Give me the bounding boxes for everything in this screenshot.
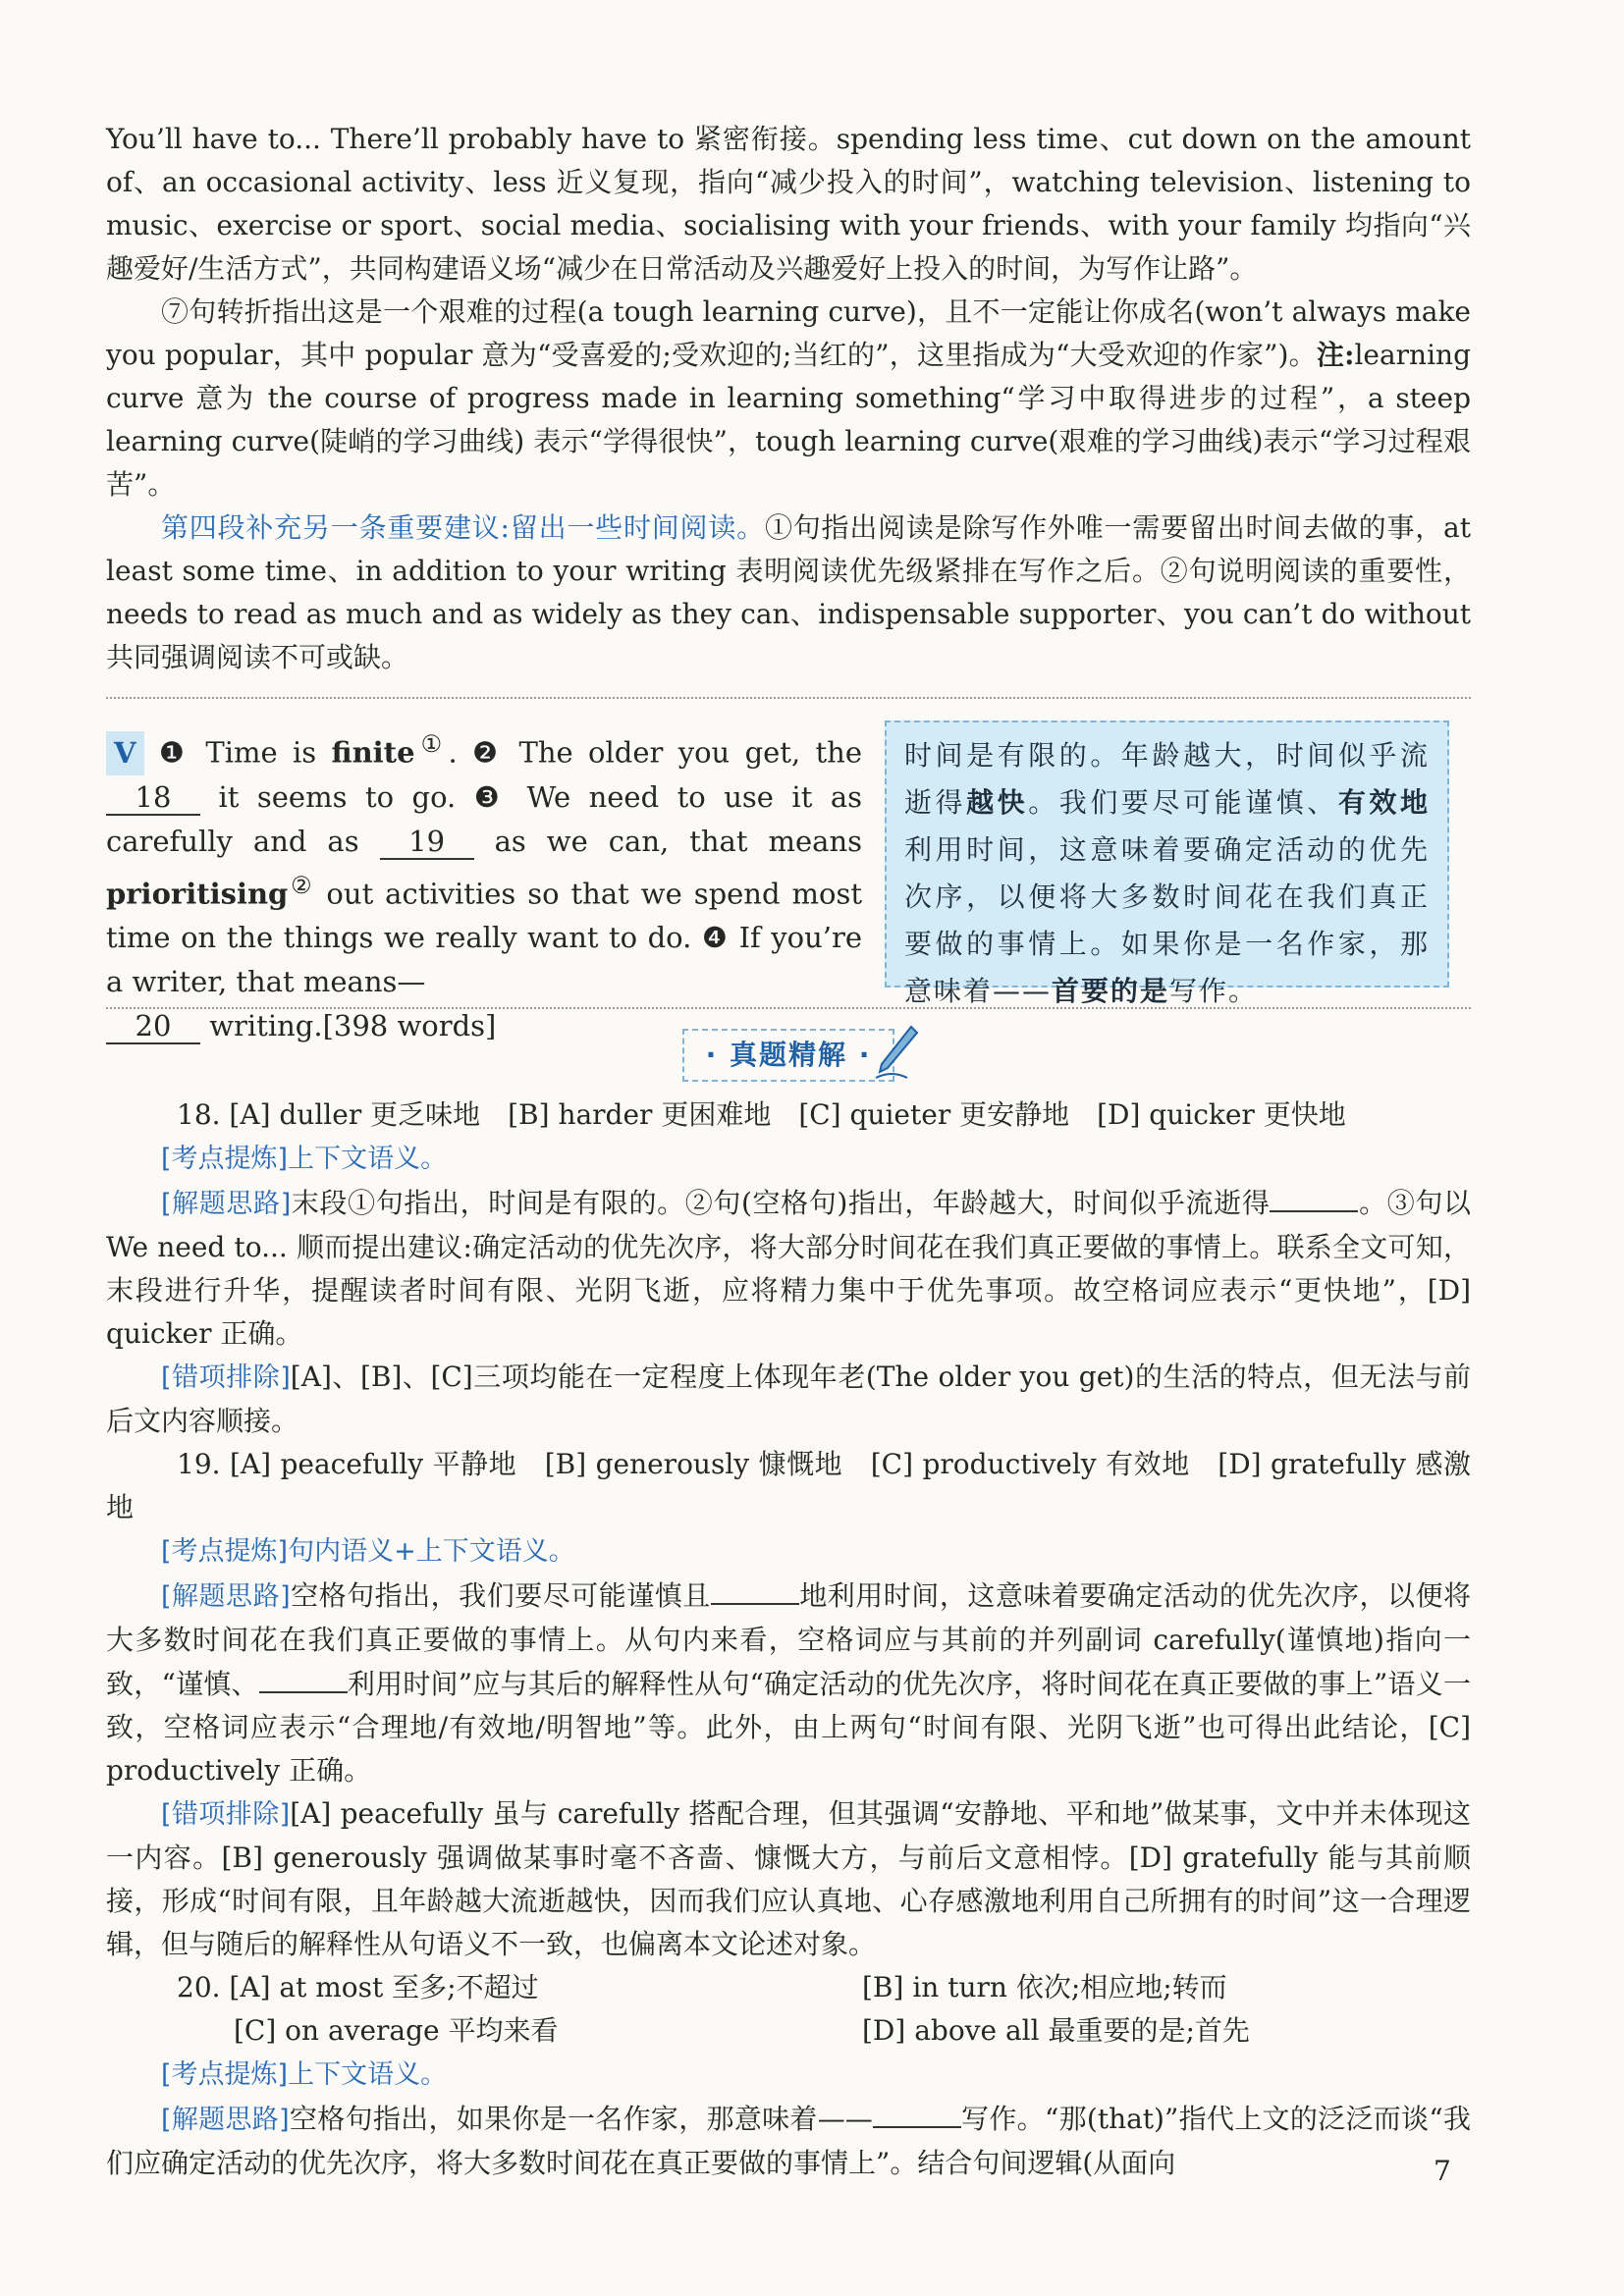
q18-key-text: 上下文语义。: [288, 1144, 448, 1174]
sentence-4a: ❹ If you’re a writer, that means—: [106, 921, 863, 999]
q20-options-row-2: [106, 2009, 1471, 2053]
q20-option-d: [D] above all 最重要的是;首先: [862, 2014, 1250, 2047]
q20-options-row-1: [106, 1966, 1471, 2009]
paragraph-3: [106, 507, 1471, 679]
q18-elimination: [106, 1356, 1471, 1443]
note-text: learning curve 意为 the course of progress made in learning something“学习中取得进步的过程”，a steep learning curve(陡峭的学习曲线) 表示“学得很快”，tough learning curve(艰难的学习曲线)表示“学习过程艰苦”。: [106, 339, 1471, 501]
passage-text: V ❶ Time is finite①. ❷ The older you get, the 18 it seems to go. ❸ We need to use it as carefully and as 19 as we can, that means prioritising② out activities so that we spend most time on the things we really want to do. ❹ If you’re a writer, that means— 20 writing.[398 words]: [106, 730, 863, 1043]
q19-stem: 19. [A] peacefully 平静地 [B] generously 慷慨地 [C] productively 有效地 [D] gratefully 感激地: [106, 1448, 1471, 1523]
sentence-2a: ❷ The older you get, the: [472, 735, 863, 770]
q19-elimination: [106, 1792, 1471, 1966]
q20-option-c: [C] on average 平均来看: [234, 2014, 559, 2047]
q20-solution-text-1: 空格句指出，如果你是一名作家，那意味着——: [289, 2103, 873, 2135]
paragraph-2: [106, 291, 1471, 507]
q19-solution-tag: [解题思路]: [161, 1581, 291, 1612]
translation-bold-1: 越快: [966, 786, 1029, 819]
footnote-1: ①: [414, 730, 449, 758]
translation-part-3: 利用时间，这意味着要确定活动的优先次序，以便将大多数时间花在我们真正要做的事情上。如果你是一名作家，那意味着——: [904, 833, 1430, 1007]
blank-20[interactable]: 20: [106, 1009, 200, 1044]
q19-solution-text-2: 地利用时间，这意味着要确定活动的优先次序，以便将大多数时间花在我们真正要做的事情上。从句内来看，空格词应与其前的并列副词 carefully(谨慎地)指向一致，“谨慎、: [106, 1579, 1471, 1700]
translation-bold-2: 有效地: [1337, 786, 1430, 819]
q19-elimination-text: [A] peacefully 虽与 carefully 搭配合理，但其强调“安静地、平和地”做某事，文中并未体现这一内容。[B] generously 强调做某事时毫不吝啬、慷慨大方，与前后文意相悖。[D] gratefully 能与其前顺接，形成“时间有限，且年龄越大流逝越快，因而我们应认真地、心存感激地利用自己所拥有的时间”这一合理逻辑，但与随后的解释性从句语义不一致，也偏离本文论述对象。: [106, 1797, 1471, 1960]
section-heading: · 真题精解 ·: [682, 1029, 895, 1082]
sentence-1: ❶ Time is: [158, 735, 332, 770]
q20-option-b: [B] in turn 依次;相应地;转而: [862, 1971, 1227, 2003]
sentence-3b: as we can, that means: [494, 824, 862, 858]
q18-underline: [1270, 1181, 1358, 1212]
paragraph-3-highlight: 第四段补充另一条重要建议:留出一些时间阅读。: [161, 511, 765, 544]
q19-solution-text-1: 空格句指出，我们要尽可能谨慎且: [290, 1579, 711, 1612]
q18-stem: 18. [A] duller 更乏味地 [B] harder 更困难地 [C] quieter 更安静地 [D] quicker 更快地: [177, 1098, 1346, 1131]
q19-key-text: 句内语义+上下文语义。: [288, 1536, 575, 1567]
q19-underline-2: [259, 1662, 348, 1693]
translation-bold-3: 首要的是: [1052, 975, 1170, 1007]
blank-18[interactable]: 18: [106, 780, 200, 816]
q20-solution-text-2: 写作。“那(that)”指代上文的泛泛而谈“我们应确定活动的优先次序，将大多数时间花在真正要做的事情上”。结合句间逻辑(从面向: [106, 2103, 1471, 2179]
q18-solution-text-2: 。③句以 We need to... 顺而提出建议:确定活动的优先次序，将大部分时间花在我们真正要做的事情上。联系全文可知，末段进行升华，提醒读者时间有限、光阴飞逝，应将精力集中于优先事项。故空格词应表示“更快地”，[D] quicker 正确。: [106, 1187, 1471, 1350]
sentence-3c: out activities so that we spend most time on the things we really want to do.: [106, 877, 863, 955]
translation-part-4: 写作。: [1169, 975, 1259, 1007]
sentence-4b: writing.[398 words]: [209, 1009, 497, 1043]
q18-key-tag: [考点提炼]: [161, 1144, 289, 1174]
translation-part-1: 时间是有限的。年龄越大，时间似乎流逝得: [904, 739, 1430, 819]
paragraph-2-text: ⑦句转折指出这是一个艰难的过程(a tough learning curve)，且不一定能让你成名(won’t always make you popular，其中 popular 意为“受喜爱的;受欢迎的;当红的”，这里指成为“大受欢迎的作家”)。: [106, 295, 1471, 371]
q18-key: [106, 1137, 1471, 1181]
word-finite: finite: [331, 735, 415, 770]
q20-key-text: 上下文语义。: [288, 2059, 448, 2090]
page-content: [106, 118, 1471, 2185]
q20-underline: [873, 2097, 961, 2128]
q20-option-a: 20. [A] at most 至多;不超过: [177, 1971, 539, 2003]
q20-key-tag: [考点提炼]: [161, 2059, 289, 2090]
q18-solution-text-1: 末段①句指出，时间是有限的。②句(空格句)指出，年龄越大，时间似乎流逝得: [291, 1187, 1271, 1219]
word-prioritising: prioritising: [106, 877, 289, 911]
sentence-3a: ❸ We need to use it as carefully and as: [106, 779, 862, 858]
passage-section: [106, 713, 1471, 1043]
q18-elimination-text: [A]、[B]、[C]三项均能在一定程度上体现年老(The older you get)的生活的特点，但无法与前后文内容顺接。: [106, 1361, 1471, 1437]
pen-icon: [872, 1023, 921, 1082]
q19-key: [106, 1529, 1471, 1574]
q18-elimination-tag: [错项排除]: [161, 1362, 291, 1393]
q19-solution: [106, 1574, 1471, 1792]
translation-part-2: 。我们要尽可能谨慎、: [1028, 786, 1338, 819]
translation-box: [885, 721, 1449, 1007]
page-number: 7: [1434, 2155, 1451, 2187]
paragraph-3-text: ①句指出阅读是除写作外唯一需要留出时间去做的事，at least some time、in addition to your writing 表明阅读优先级紧排在写作之后。②句说明阅读的重要性，needs to read as much and as widely as they can、indispensable supporter、you can’t do without 共同强调阅读不可或缺。: [106, 511, 1472, 673]
q20-solution: [106, 2097, 1471, 2185]
q18-solution: [106, 1181, 1471, 1356]
sentence-2b: it seems to go.: [218, 779, 474, 814]
divider-top: [106, 697, 1471, 699]
section-heading-wrap: [106, 1029, 1471, 1084]
footnote-2: ②: [288, 871, 315, 899]
q19-elimination-tag: [错项排除]: [161, 1799, 291, 1830]
note-label: 注:: [1316, 339, 1355, 371]
q20-solution-tag: [解题思路]: [161, 2105, 290, 2135]
q19-key-tag: [考点提炼]: [161, 1536, 289, 1567]
paragraph-1: You’ll have to... There’ll probably have to 紧密衔接。spending less time、cut down on the amount of、an occasional activity、less 近义复现，指向“减少投入的时间”，watching television、listening to music、exercise or sport、social media、socialising with your friends、with your family 均指向“兴趣爱好/生活方式”，共同构建语义场“减少在日常活动及兴趣爱好上投入的时间，为写作让路”。: [106, 123, 1471, 285]
q19-underline-1: [711, 1574, 799, 1605]
q20-key: [106, 2053, 1471, 2097]
q18-solution-tag: [解题思路]: [161, 1189, 292, 1219]
blank-19[interactable]: 19: [380, 825, 474, 860]
paragraph-label: V: [106, 731, 144, 775]
q19-solution-text-3: 利用时间”应与其后的解释性从句“确定活动的优先次序，将时间花在真正要做的事上”语义一致，空格词应表示“合理地/有效地/明智地”等。此外，由上两句“时间有限、光阴飞逝”也可得出此结论，[C] productively 正确。: [106, 1668, 1471, 1787]
